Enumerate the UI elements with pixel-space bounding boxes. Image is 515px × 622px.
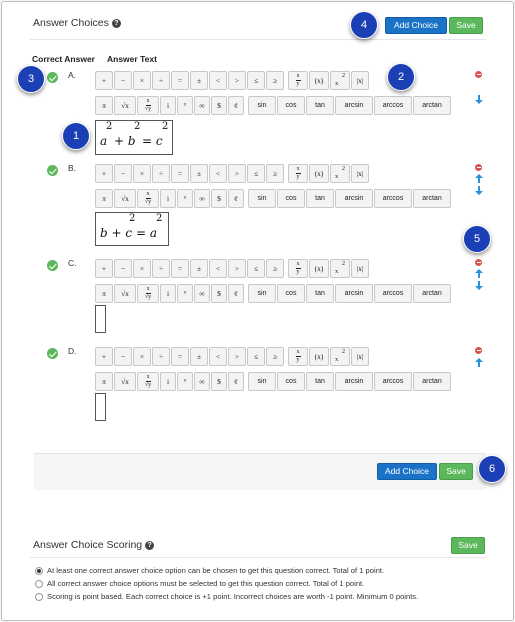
math-toolbar-row2 [95, 372, 451, 391]
math-symbol-button[interactable]: = [171, 347, 189, 366]
footer-add-choice-button[interactable]: Add Choice [377, 463, 437, 480]
nth-root-radicand: √y [144, 382, 152, 388]
math-symbol-button[interactable]: i [160, 284, 176, 303]
move-down-icon[interactable] [475, 95, 483, 104]
move-down-icon[interactable] [475, 281, 483, 290]
nth-root-radicand: √y [144, 106, 152, 112]
choice-letter: B. [68, 163, 77, 173]
expr-exponent: 2 [156, 213, 163, 224]
answer-text-input[interactable] [95, 212, 169, 246]
answer-text-header: Answer Text [107, 54, 157, 64]
math-symbol-button[interactable]: π [95, 372, 113, 391]
function-sin-button[interactable]: sin [248, 189, 276, 208]
math-symbol-button[interactable]: × [133, 164, 151, 183]
math-symbol-button[interactable]: − [114, 164, 132, 183]
math-symbol-button[interactable]: < [209, 259, 227, 278]
scoring-option-label: Scoring is point based. Each correct choice is +1 point. Incorrect choices are worth -1 point. Minimum 0 points. [47, 592, 419, 601]
math-symbol-button[interactable]: i [160, 96, 176, 115]
nth-root-button[interactable] [137, 284, 159, 303]
function-arctan-button[interactable]: arctan [413, 189, 451, 208]
math-symbol-button[interactable]: ° [177, 372, 193, 391]
function-sin-button[interactable]: sin [248, 96, 276, 115]
correct-check-icon[interactable] [47, 72, 58, 83]
math-symbol-button[interactable]: π [95, 96, 113, 115]
math-symbol-button[interactable]: = [171, 164, 189, 183]
callout-1: 1 [62, 122, 90, 150]
parentheses-button[interactable]: (x) [309, 71, 329, 90]
expr-exponent: 2 [134, 121, 141, 132]
nth-root-button[interactable] [137, 96, 159, 115]
scoring-option-label: At least one correct answer choice option can be chosen to get this question correct. Total of 1 point. [47, 566, 385, 575]
header-divider [30, 39, 486, 40]
power-button[interactable] [330, 259, 350, 278]
remove-choice-icon[interactable] [475, 71, 482, 78]
math-symbol-button[interactable]: ≥ [266, 164, 284, 183]
callout-5: 5 [463, 225, 491, 253]
function-arcsin-button[interactable]: arcsin [335, 189, 373, 208]
math-symbol-button[interactable]: ≤ [247, 259, 265, 278]
correct-check-icon[interactable] [47, 165, 58, 176]
correct-check-icon[interactable] [47, 348, 58, 359]
nth-root-index: x [146, 98, 150, 104]
scoring-divider [30, 557, 486, 558]
absolute-value-button[interactable]: |x| [351, 164, 369, 183]
expr-term: b + c [100, 226, 133, 240]
function-tan-button[interactable]: tan [306, 372, 334, 391]
power-exponent: 2 [342, 261, 345, 267]
answer-text-input[interactable] [95, 305, 106, 333]
math-symbol-button[interactable]: $ [211, 284, 227, 303]
function-arcsin-button[interactable]: arcsin [335, 96, 373, 115]
fraction-button[interactable] [288, 259, 308, 278]
scoring-option-label: All correct answer choice options must be selected to get this question correct. Total of 1 point. [47, 579, 365, 588]
section-title [33, 17, 121, 29]
math-symbol-button[interactable]: ≥ [266, 71, 284, 90]
math-symbol-button[interactable]: ∞ [194, 189, 210, 208]
math-symbol-button[interactable]: × [133, 71, 151, 90]
math-symbol-button[interactable]: $ [211, 372, 227, 391]
parentheses-button[interactable]: (x) [309, 164, 329, 183]
math-symbol-button[interactable]: √x [114, 189, 136, 208]
math-symbol-button[interactable]: = [171, 71, 189, 90]
math-symbol-button[interactable]: × [133, 347, 151, 366]
function-arctan-button[interactable]: arctan [413, 284, 451, 303]
nth-root-index: x [146, 374, 150, 380]
math-toolbar-row1 [95, 259, 369, 278]
callout-2: 2 [387, 63, 415, 91]
answer-text-input[interactable] [95, 393, 106, 421]
parentheses-button[interactable]: (x) [309, 259, 329, 278]
math-toolbar-row1 [95, 71, 369, 90]
expr-term: + b [114, 134, 136, 148]
math-symbol-button[interactable]: ° [177, 96, 193, 115]
math-symbol-button[interactable]: + [95, 71, 113, 90]
math-symbol-button[interactable]: ÷ [152, 347, 170, 366]
function-cos-button[interactable]: cos [277, 372, 305, 391]
function-arctan-button[interactable]: arctan [413, 372, 451, 391]
math-symbol-button[interactable]: $ [211, 189, 227, 208]
power-button[interactable] [330, 347, 350, 366]
callout-3: 3 [17, 65, 45, 93]
nth-root-radicand: √y [144, 199, 152, 205]
scoring-option-1[interactable] [35, 566, 384, 575]
scoring-option-2[interactable] [35, 579, 364, 588]
fraction-button[interactable] [288, 164, 308, 183]
power-button[interactable] [330, 164, 350, 183]
math-symbol-button[interactable]: ≤ [247, 71, 265, 90]
math-symbol-button[interactable]: √x [114, 284, 136, 303]
math-symbol-button[interactable]: < [209, 71, 227, 90]
fraction-numerator: x [296, 73, 300, 79]
math-symbol-button[interactable]: ÷ [152, 259, 170, 278]
function-arcsin-button[interactable]: arcsin [335, 284, 373, 303]
fraction-numerator: x [296, 349, 300, 355]
math-symbol-button[interactable]: ÷ [152, 71, 170, 90]
function-cos-button[interactable]: cos [277, 284, 305, 303]
power-base: x [335, 173, 339, 180]
math-symbol-button[interactable]: − [114, 259, 132, 278]
fraction-denominator: y [296, 269, 300, 275]
correct-answer-header: Correct Answer [32, 54, 95, 64]
math-symbol-button[interactable]: ± [190, 347, 208, 366]
math-symbol-button[interactable]: ≤ [247, 347, 265, 366]
add-choice-button[interactable]: Add Choice [385, 17, 447, 34]
power-exponent: 2 [342, 166, 345, 172]
expr-term: a [100, 134, 108, 148]
math-symbol-button[interactable]: − [114, 347, 132, 366]
function-tan-button[interactable]: tan [306, 189, 334, 208]
function-arccos-button[interactable]: arccos [374, 189, 412, 208]
math-symbol-button[interactable]: > [228, 164, 246, 183]
math-symbol-button[interactable]: ∞ [194, 372, 210, 391]
move-up-icon[interactable] [475, 269, 483, 278]
math-toolbar-row1 [95, 347, 369, 366]
power-button[interactable] [330, 71, 350, 90]
math-symbol-button[interactable]: < [209, 347, 227, 366]
power-exponent: 2 [342, 349, 345, 355]
section-title-text: Answer Choices [33, 17, 109, 29]
fraction-numerator: x [296, 261, 300, 267]
function-arccos-button[interactable]: arccos [374, 96, 412, 115]
fraction-numerator: x [296, 166, 300, 172]
math-symbol-button[interactable]: + [95, 164, 113, 183]
move-up-icon[interactable] [475, 174, 483, 183]
scoring-help-icon[interactable]: ? [145, 541, 154, 550]
expr-term: = a [136, 226, 158, 240]
math-symbol-button[interactable]: ≥ [266, 259, 284, 278]
math-symbol-button[interactable]: ° [177, 284, 193, 303]
save-button[interactable]: Save [449, 17, 483, 34]
callout-4: 4 [350, 11, 378, 39]
fraction-button[interactable] [288, 71, 308, 90]
remove-choice-icon[interactable] [475, 164, 482, 171]
scoring-title-text: Answer Choice Scoring [33, 539, 143, 551]
nth-root-radicand: √y [144, 294, 152, 300]
correct-check-icon[interactable] [47, 260, 58, 271]
math-symbol-button[interactable]: ¢ [228, 284, 244, 303]
math-toolbar-row2 [95, 189, 451, 208]
function-arccos-button[interactable]: arccos [374, 284, 412, 303]
math-symbol-button[interactable]: π [95, 189, 113, 208]
expr-exponent: 2 [162, 121, 169, 132]
answer-choices-panel [1, 1, 514, 621]
math-symbol-button[interactable]: i [160, 189, 176, 208]
math-symbol-button[interactable]: ≤ [247, 164, 265, 183]
math-symbol-button[interactable]: > [228, 347, 246, 366]
function-sin-button[interactable]: sin [248, 284, 276, 303]
help-icon[interactable]: ? [112, 19, 121, 28]
nth-root-index: x [146, 286, 150, 292]
absolute-value-button[interactable]: |x| [351, 71, 369, 90]
remove-choice-icon[interactable] [475, 347, 482, 354]
function-arcsin-button[interactable]: arcsin [335, 372, 373, 391]
math-symbol-button[interactable]: > [228, 259, 246, 278]
math-symbol-button[interactable]: × [133, 259, 151, 278]
scoring-option-3[interactable] [35, 592, 418, 601]
function-arctan-button[interactable]: arctan [413, 96, 451, 115]
math-symbol-button[interactable]: π [95, 284, 113, 303]
function-tan-button[interactable]: tan [306, 96, 334, 115]
fraction-denominator: y [296, 81, 300, 87]
math-symbol-button[interactable]: √x [114, 372, 136, 391]
power-base: x [335, 356, 339, 363]
math-symbol-button[interactable]: > [228, 71, 246, 90]
fraction-denominator: y [296, 174, 300, 180]
expr-term: = c [142, 134, 163, 148]
math-symbol-button[interactable]: + [95, 259, 113, 278]
choice-letter: C. [68, 258, 77, 268]
math-symbol-button[interactable]: ° [177, 189, 193, 208]
math-symbol-button[interactable]: √x [114, 96, 136, 115]
math-symbol-button[interactable]: ≥ [266, 347, 284, 366]
math-symbol-button[interactable]: ± [190, 71, 208, 90]
answer-text-input[interactable] [95, 120, 173, 155]
expr-exponent: 2 [129, 213, 136, 224]
choice-letter: D. [68, 346, 77, 356]
math-symbol-button[interactable]: < [209, 164, 227, 183]
power-base: x [335, 268, 339, 275]
math-toolbar-row2 [95, 284, 451, 303]
math-symbol-button[interactable]: ± [190, 164, 208, 183]
choice-letter: A. [68, 70, 77, 80]
math-symbol-button[interactable]: ± [190, 259, 208, 278]
callout-6: 6 [478, 455, 506, 483]
scoring-save-button[interactable]: Save [451, 537, 485, 554]
fraction-button[interactable] [288, 347, 308, 366]
radio-button[interactable] [35, 593, 43, 601]
function-tan-button[interactable]: tan [306, 284, 334, 303]
math-toolbar-row2 [95, 96, 451, 115]
math-symbol-button[interactable]: = [171, 259, 189, 278]
remove-choice-icon[interactable] [475, 259, 482, 266]
function-cos-button[interactable]: cos [277, 189, 305, 208]
function-sin-button[interactable]: sin [248, 372, 276, 391]
nth-root-index: x [146, 191, 150, 197]
math-symbol-button[interactable]: ÷ [152, 164, 170, 183]
expr-exponent: 2 [106, 121, 113, 132]
power-base: x [335, 80, 339, 87]
nth-root-button[interactable] [137, 189, 159, 208]
math-symbol-button[interactable]: ∞ [194, 284, 210, 303]
radio-button[interactable] [35, 580, 43, 588]
math-symbol-button[interactable]: − [114, 71, 132, 90]
math-symbol-button[interactable]: ¢ [228, 189, 244, 208]
function-cos-button[interactable]: cos [277, 96, 305, 115]
absolute-value-button[interactable]: |x| [351, 347, 369, 366]
footer-save-button[interactable]: Save [439, 463, 473, 480]
math-symbol-button[interactable]: $ [211, 96, 227, 115]
math-symbol-button[interactable]: i [160, 372, 176, 391]
math-symbol-button[interactable]: ¢ [228, 96, 244, 115]
nth-root-button[interactable] [137, 372, 159, 391]
fraction-denominator: y [296, 357, 300, 363]
math-symbol-button[interactable]: + [95, 347, 113, 366]
math-symbol-button[interactable]: ∞ [194, 96, 210, 115]
function-arccos-button[interactable]: arccos [374, 372, 412, 391]
parentheses-button[interactable]: (x) [309, 347, 329, 366]
math-toolbar-row1 [95, 164, 369, 183]
absolute-value-button[interactable]: |x| [351, 259, 369, 278]
power-exponent: 2 [342, 73, 345, 79]
math-symbol-button[interactable]: ¢ [228, 372, 244, 391]
radio-button[interactable] [35, 567, 43, 575]
move-up-icon[interactable] [475, 358, 483, 367]
scoring-title [33, 539, 154, 551]
move-down-icon[interactable] [475, 186, 483, 195]
